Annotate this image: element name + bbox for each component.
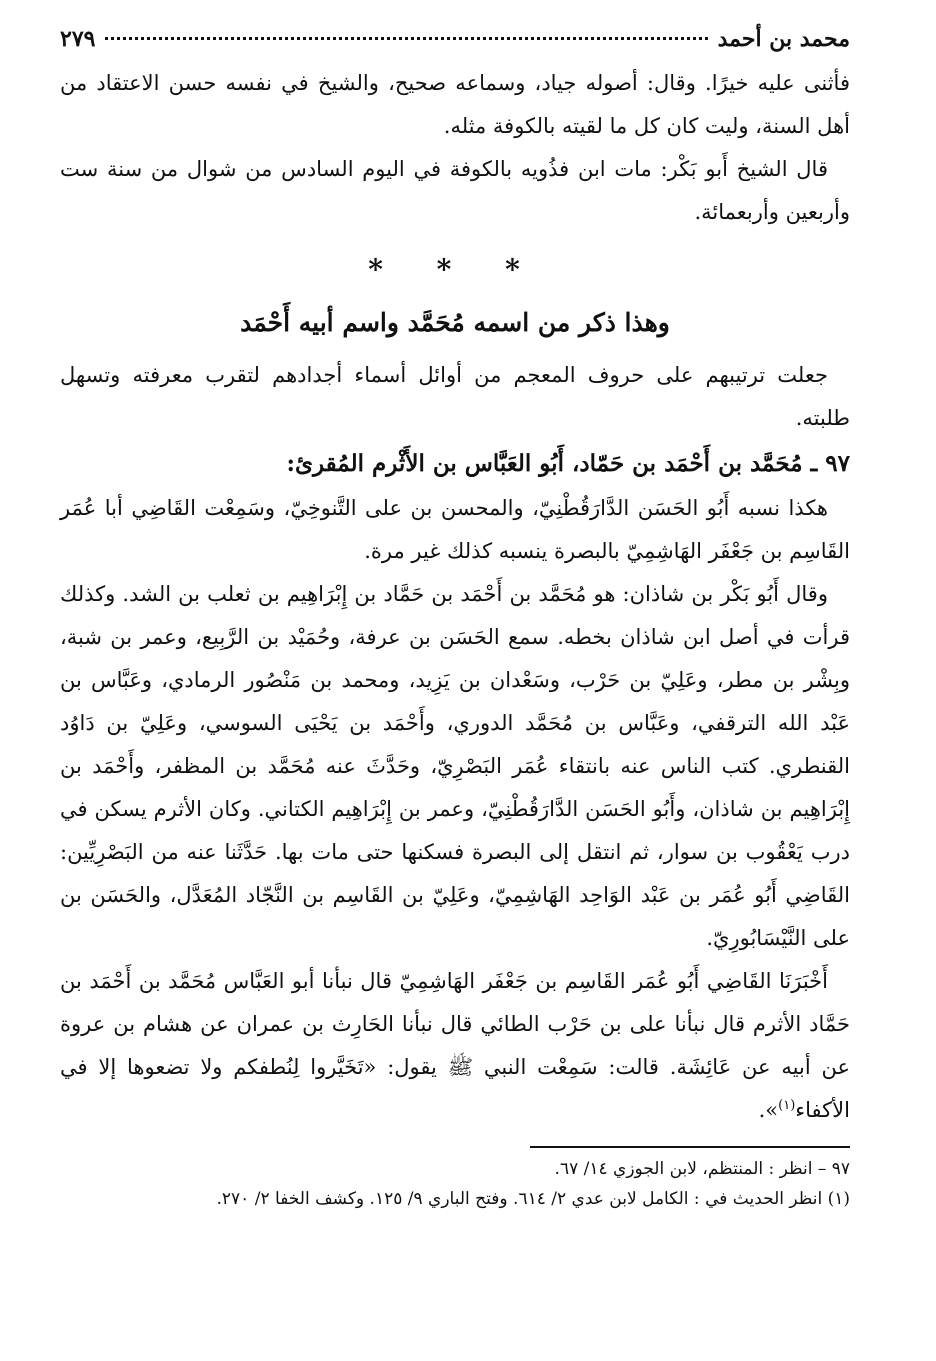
book-page [60, 18, 850, 1338]
footnote-divider [530, 1146, 850, 1148]
footnote-1: (١) انظر الحديث في : الكامل لابن عدي ٢/ ٦١٤. وفتح الباري ٩/ ١٢٥. وكشف الخفا ٢/ ٢٧٠. [216, 1189, 850, 1209]
footnote-source: ٩٧ – انظر : المنتظم، لابن الجوزي ١٤/ ٦٧. [554, 1159, 850, 1179]
asterisk-separator: * * * [368, 253, 542, 286]
intro-paragraph-1: فأثنى عليه خيرًا. وقال: أصوله جياد، وسماعه صحيح، والشيخ في نفسه حسن الاعتقاد من أهل السنة، وليت كان كل ما لقيته بالكوفة مثله. [60, 71, 850, 138]
section-intro: جعلت ترتيبهم على حروف المعجم من أوائل أسماء أجدادهم لتقرب معرفته وتسهل طلبته. [60, 363, 850, 430]
section-title: وهذا ذكر من اسمه مُحَمَّد واسم أبيه أَحْمَد [240, 308, 670, 337]
hadith-close: ». [758, 1098, 779, 1122]
entry-paragraph-1: هكذا نسبه أَبُو الحَسَن الدَّارَقُطْنِيّ، والمحسن بن على التَّنوخِيّ، وسَمِعْت القَاضِي أبا عُمَر القَاسِم بن جَعْفَر الهَاشِمِيّ بالبصرة ينسبه كذلك غير مرة. [60, 496, 850, 563]
entry-paragraph-2: وقال أَبُو بَكْر بن شاذان: هو مُحَمَّد بن أَحْمَد بن حَمَّاد بن إِبْرَاهِيم بن ثعلب بن الشد. وكذلك قرأت في أصل ابن شاذان بخطه. سمع الحَسَن بن عرفة، وحُمَيْد بن الرَّبِيع، وعمر بن شبة، وبِشْر بن مطر، وعَلِيّ بن حَرْب، وسَعْدان بن يَزِيد، ومحمد بن مَنْصُور الرمادي، وعَبَّاس بن عَبْد الله الترقفي، وعَبَّاس بن مُحَمَّد الدوري، وأَحْمَد بن يَحْيَى السوسي، وعَلِيّ بن دَاوُد القنطري. كتب الناس عنه بانتقاء عُمَر البَصْرِيّ، وحَدَّثَ عنه مُحَمَّد بن المظفر، وأَحْمَد بن إِبْرَاهِيم بن شاذان، وأَبُو الحَسَن الدَّارَقُطْنِيّ، وعمر بن إِبْرَاهِيم الكتاني. وكان الأثرم يسكن في درب يَعْقُوب بن سوار، ثم انتقل إلى البصرة فسكنها حتى مات بها. حَدَّثَنا عنه من البَصْرِيِّين: القَاضِي أَبُو عُمَر بن عَبْد الوَاحِد الهَاشِمِيّ، وعَلِيّ بن القَاسِم بن النَّجّاد المُعَدَّل، والحَسَن بن على النَّيْسَابُورِيّ. [60, 582, 850, 950]
entry-heading: ٩٧ ـ مُحَمَّد بن أَحْمَد بن حَمّاد، أَبُو العَبَّاس بن الأَثْرم المُقرئ: [286, 450, 850, 477]
intro-paragraph-2: قال الشيخ أَبو بَكْر: مات ابن فذُويه بالكوفة في اليوم السادس من شوال من سنة ست وأربعين وأربعمائة. [60, 157, 850, 224]
page-number: ٢٧٩ [60, 26, 96, 52]
running-title: محمد بن أحمد [717, 26, 850, 52]
header-dot-leader [105, 37, 707, 40]
hadith-text: أَخْبَرَنَا القَاضِي أَبُو عُمَر القَاسِم بن جَعْفَر الهَاشِمِيّ قال نبأنا أبو العَبَّاس مُحَمَّد بن أَحْمَد بن حَمَّاد الأثرم قال نبأنا على بن حَرْب الطائي قال نبأنا الحَارِث بن عمران عن هشام بن عروة عن أبيه عن عَائِشَة. قالت: سَمِعْت النبي ﷺ يقول: «تَخَيَّروا لِنُطفكم ولا تضعوها إلا في الأكفاء [60, 969, 850, 1122]
footnotes [60, 1154, 850, 1214]
running-header [60, 18, 850, 62]
footnote-marker: (١) [778, 1098, 796, 1113]
entry-paragraph-3 [60, 960, 850, 1132]
